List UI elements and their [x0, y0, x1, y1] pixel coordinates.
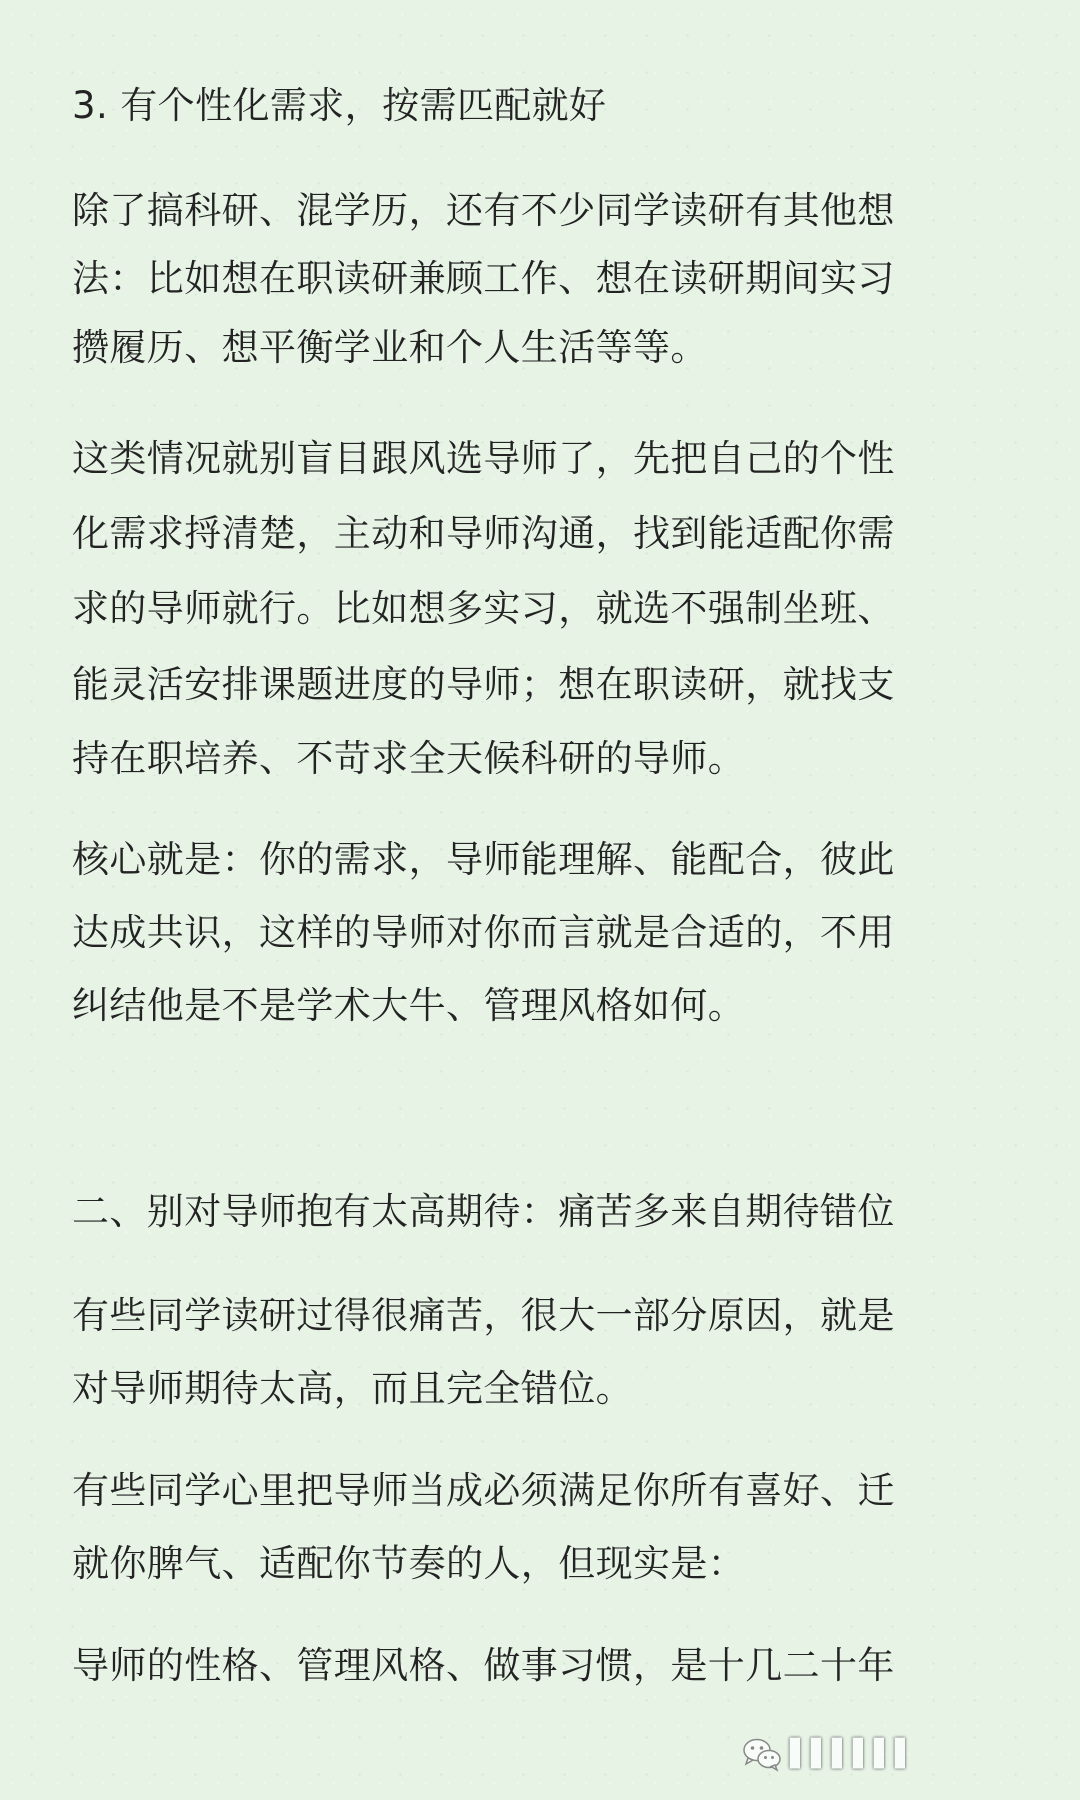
watermark-text: ▌▌▌▌▌▌	[790, 1739, 916, 1769]
paragraph-line: 核心就是：你的需求，导师能理解、能配合，彼此	[72, 838, 895, 881]
paragraph-line: 就你脾气、适配你节奏的人，但现实是：	[72, 1542, 746, 1585]
paragraph-line: 导师的性格、管理风格、做事习惯，是十几二十年	[72, 1644, 895, 1687]
section-heading-2: 二、别对导师抱有太高期待：痛苦多来自期待错位	[72, 1190, 895, 1233]
paragraph-line: 这类情况就别盲目跟风选导师了，先把自己的个性	[72, 437, 895, 480]
paragraph-line: 除了搞科研、混学历，还有不少同学读研有其他想	[72, 189, 895, 232]
paragraph-line: 化需求捋清楚，主动和导师沟通，找到能适配你需	[72, 512, 895, 555]
paragraph-line: 对导师期待太高，而且完全错位。	[72, 1367, 633, 1410]
paragraph-line: 法：比如想在职读研兼顾工作、想在读研期间实习	[72, 257, 895, 300]
wechat-icon	[740, 1732, 784, 1776]
paragraph-line: 持在职培养、不苛求全天候科研的导师。	[72, 737, 746, 780]
paragraph-line: 纠结他是不是学术大牛、管理风格如何。	[72, 984, 746, 1027]
paragraph-line: 求的导师就行。比如想多实习，就选不强制坐班、	[72, 587, 895, 630]
paragraph-line: 攒履历、想平衡学业和个人生活等等。	[72, 326, 708, 369]
paragraph-line: 有些同学读研过得很痛苦，很大一部分原因，就是	[72, 1294, 895, 1337]
section-heading-3: 3. 有个性化需求，按需匹配就好	[72, 84, 607, 127]
paragraph-line: 达成共识，这样的导师对你而言就是合适的，不用	[72, 911, 895, 954]
paragraph-line: 有些同学心里把导师当成必须满足你所有喜好、迁	[72, 1469, 895, 1512]
watermark	[740, 1732, 916, 1776]
paragraph-line: 能灵活安排课题进度的导师；想在职读研，就找支	[72, 663, 895, 706]
